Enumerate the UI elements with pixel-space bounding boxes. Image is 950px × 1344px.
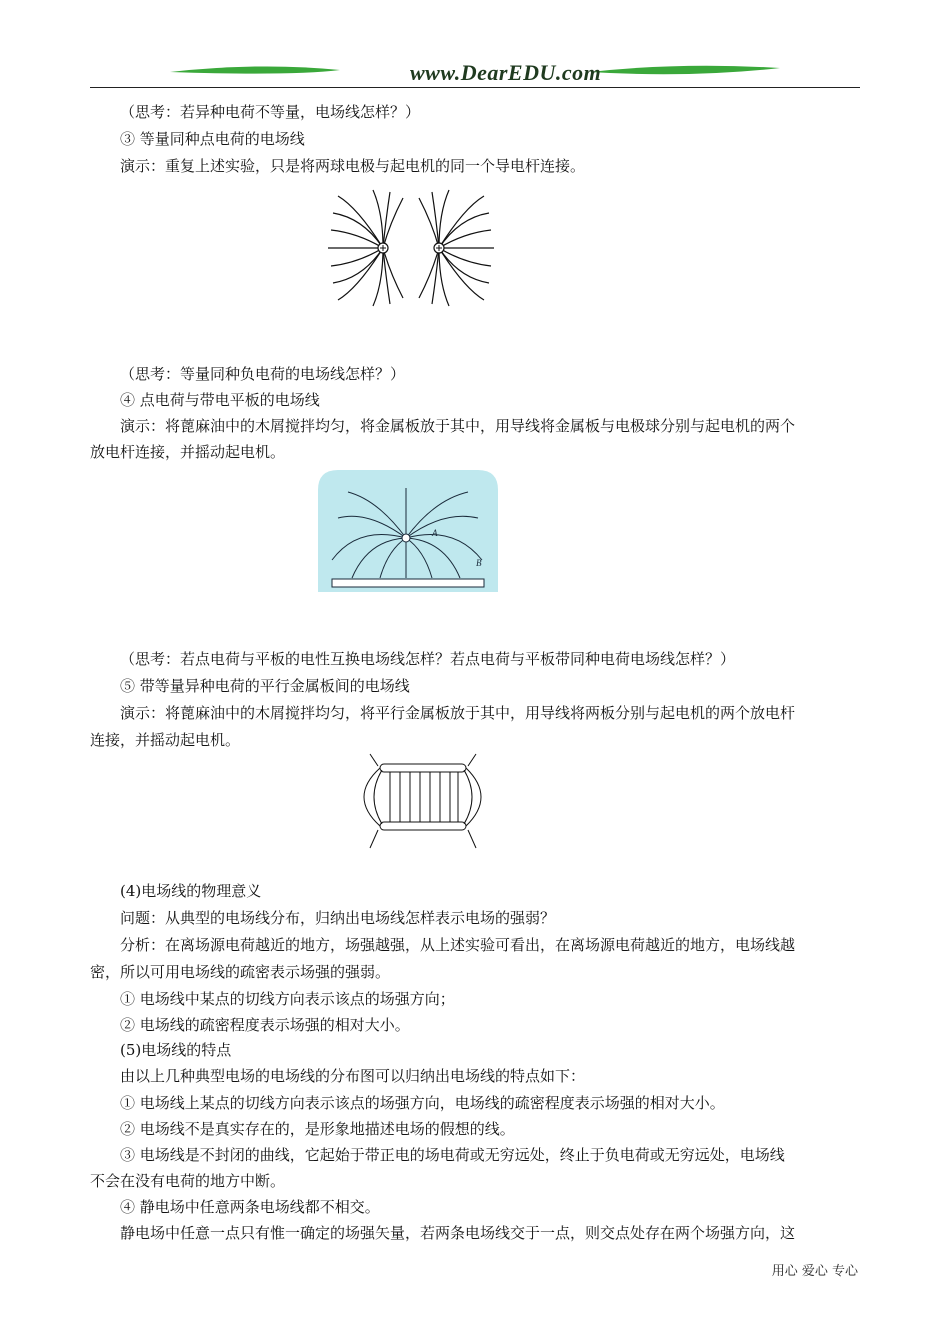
label-b: B — [476, 558, 482, 568]
parallel-plates-field-figure — [348, 752, 496, 852]
feature-item-2: ② 电场线不是真实存在的，是形象地描述电场的假想的线。 — [120, 1120, 515, 1138]
think-note-3: （思考：若点电荷与平板的电性互换电场线怎样？若点电荷与平板带同种电荷电场线怎样？） — [120, 650, 736, 668]
think-note-2: （思考：等量同种负电荷的电场线怎样？） — [120, 365, 406, 383]
features-intro: 由以上几种典型电场的电场线的分布图可以归纳出电场线的特点如下： — [120, 1067, 586, 1085]
header-divider — [90, 87, 860, 88]
analysis-text-b: 密，所以可用电场线的疏密表示场强的强弱。 — [90, 963, 391, 981]
feature-explanation: 静电场中任意一点只有惟一确定的场强矢量，若两条电场线交于一点，则交点处存在两个场强方向，这 — [120, 1224, 796, 1242]
meaning-item-2: ② 电场线的疏密程度表示场强的相对大小。 — [120, 1016, 410, 1034]
feature-item-4: ④ 静电场中任意两条电场线都不相交。 — [120, 1198, 380, 1216]
label-a: A — [432, 528, 438, 538]
analysis-text-a: 分析：在离场源电荷越近的地方，场强越强，从上述实验可看出，在离场源电荷越近的地方，电场线越 — [120, 936, 796, 954]
meaning-item-1: ① 电场线中某点的切线方向表示该点的场强方向； — [120, 990, 455, 1008]
question-text: 问题：从典型的电场线分布，归纳出电场线怎样表示电场的强弱？ — [120, 909, 556, 927]
feature-item-1: ① 电场线上某点的切线方向表示该点的场强方向，电场线的疏密程度表示场强的相对大小。 — [120, 1094, 725, 1112]
feature-item-3b: 不会在没有电荷的地方中断。 — [90, 1172, 286, 1190]
charge-plate-field-figure — [318, 470, 498, 592]
like-charges-field-figure — [328, 188, 494, 312]
demo-text-5a: 演示：将蓖麻油中的木屑搅拌均匀，将平行金属板放于其中，用导线将两板分别与起电机的两个放电杆 — [120, 704, 796, 722]
demo-text-4a: 演示：将蓖麻油中的木屑搅拌均匀，将金属板放于其中，用导线将金属板与电极球分别与起电机的两个 — [120, 417, 796, 435]
section-heading-4: ④ 点电荷与带电平板的电场线 — [120, 391, 320, 409]
think-note-1: （思考：若异种电荷不等量，电场线怎样？） — [120, 103, 421, 121]
section-heading-5: ⑤ 带等量异种电荷的平行金属板间的电场线 — [120, 677, 410, 695]
demo-text-5b: 连接，并摇动起电机。 — [90, 731, 241, 749]
feature-item-3a: ③ 电场线是不封闭的曲线，它起始于带正电的场电荷或无穷远处，终止于负电荷或无穷远处，电场线 — [120, 1146, 785, 1164]
section-heading-5-features: (5)电场线的特点 — [120, 1041, 232, 1059]
site-logo: www.DearEDU.com — [410, 60, 602, 85]
page-header — [90, 58, 860, 90]
demo-text-3: 演示：重复上述实验，只是将两球电极与起电机的同一个导电杆连接。 — [120, 157, 586, 175]
demo-text-4b: 放电杆连接，并摇动起电机。 — [90, 443, 286, 461]
section-heading-4-meaning: (4)电场线的物理意义 — [120, 882, 262, 900]
page-footer: 用心 爱心 专心 — [771, 1264, 858, 1279]
section-heading-3: ③ 等量同种点电荷的电场线 — [120, 130, 305, 148]
